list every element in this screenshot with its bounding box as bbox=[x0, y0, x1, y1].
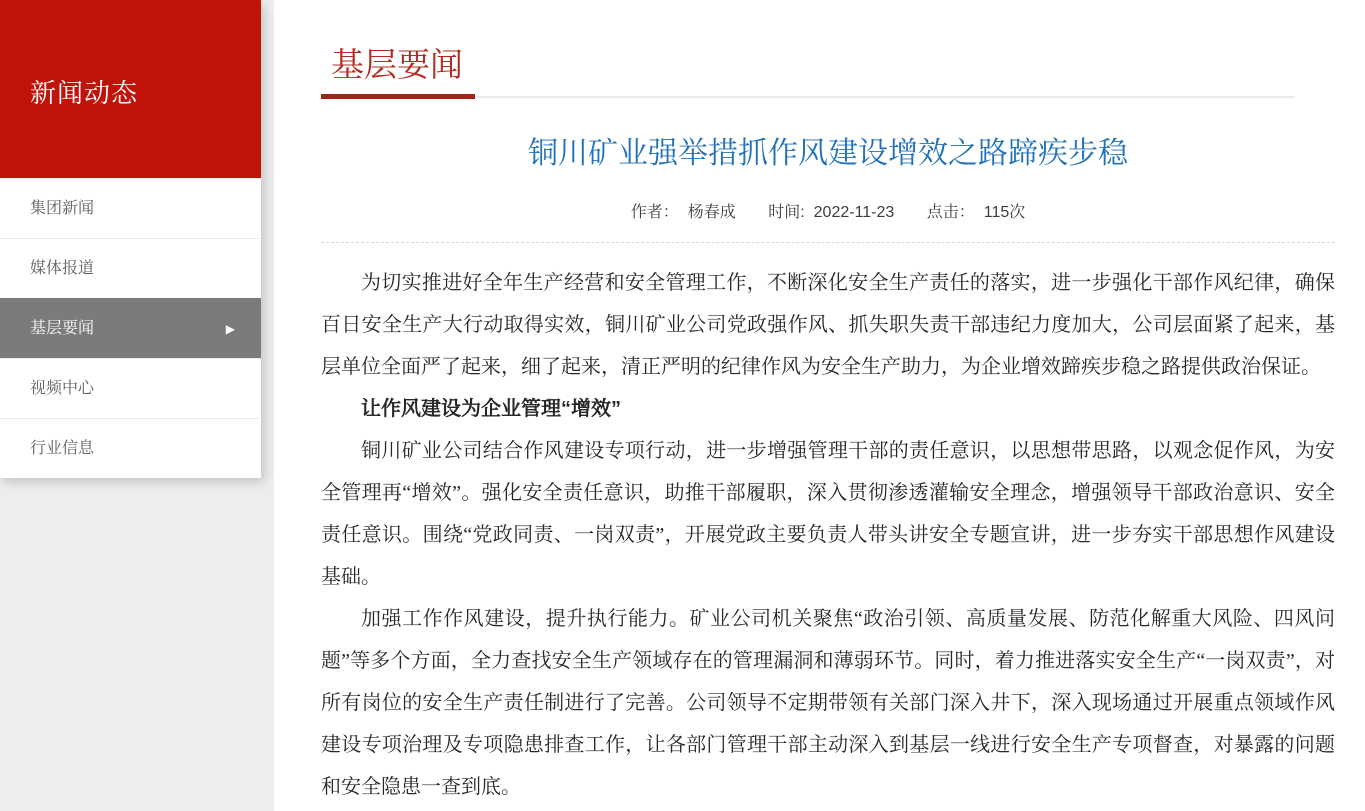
article-meta bbox=[321, 199, 1335, 222]
article bbox=[321, 133, 1335, 808]
meta-author-value: 杨春成 bbox=[687, 203, 736, 221]
sidebar-menu-item[interactable] bbox=[0, 178, 261, 238]
meta-clicks-value: 115次 bbox=[983, 203, 1026, 221]
active-arrow-icon: ▶ bbox=[225, 322, 235, 336]
meta-time-value: 2022-11-23 bbox=[813, 203, 895, 221]
sidebar-menu-item[interactable] bbox=[0, 418, 261, 478]
article-body bbox=[321, 243, 1335, 808]
sidebar-item-label: 集团新闻 bbox=[30, 200, 95, 217]
section-title: 基层要闻 bbox=[321, 45, 475, 99]
sidebar-item-label: 行业信息 bbox=[30, 440, 95, 457]
meta-time bbox=[768, 204, 894, 221]
sidebar-item-label: 基层要闻 bbox=[30, 320, 95, 337]
sidebar-menu-item[interactable] bbox=[0, 238, 261, 298]
meta-author bbox=[631, 204, 736, 221]
meta-clicks-label: 点击： bbox=[926, 203, 975, 221]
sidebar-item-label: 视频中心 bbox=[30, 380, 95, 397]
sidebar-title: 新闻动态 bbox=[30, 78, 139, 108]
article-paragraph: 为切实推进好全年生产经营和安全管理工作，不断深化安全生产责任的落实，进一步强化干部作风纪律，确保百日安全生产大行动取得实效，铜川矿业公司党政强作风、抓失职失责干部违纪力度加大，公司层面紧了起来，基层单位全面严了起来，细了起来，清正严明的纪律作风为安全生产助力，为企业增效蹄疾步稳之路提供政治保证。 bbox=[321, 271, 1335, 378]
meta-time-label: 时间: bbox=[768, 203, 805, 221]
meta-author-label: 作者： bbox=[630, 203, 679, 221]
section-header bbox=[321, 0, 1335, 99]
article-paragraph: 铜川矿业公司结合作风建设专项行动，进一步增强管理干部的责任意识，以思想带思路，以观念促作风，为安全管理再“增效”。强化安全责任意识，助推干部履职，深入贯彻渗透灌输安全理念，增强领导干部政治意识、安全责任意识。围绕“党政同责、一岗双责”，开展党政主要负责人带头讲安全专题宣讲，进一步夯实干部思想作风建设基础。 bbox=[321, 439, 1335, 588]
article-paragraph: 让作风建设为企业管理“增效” bbox=[361, 397, 621, 420]
sidebar-item-label: 媒体报道 bbox=[30, 260, 95, 277]
sidebar-menu bbox=[0, 178, 261, 478]
sidebar bbox=[0, 0, 261, 478]
sidebar-menu-item[interactable] bbox=[0, 298, 261, 358]
article-title: 铜川矿业强举措抓作风建设增效之路蹄疾步稳 bbox=[528, 136, 1128, 170]
sidebar-header bbox=[0, 0, 261, 178]
sidebar-menu-item[interactable] bbox=[0, 358, 261, 418]
main-content bbox=[274, 0, 1365, 811]
meta-clicks bbox=[927, 204, 1026, 221]
article-paragraph: 加强工作作风建设，提升执行能力。矿业公司机关聚焦“政治引领、高质量发展、防范化解重大风险、四风问题”等多个方面，全力查找安全生产领域存在的管理漏洞和薄弱环节。同时，着力推进落实安全生产“一岗双责”，对所有岗位的安全生产责任制进行了完善。公司领导不定期带领有关部门深入井下，深入现场通过开展重点领域作风建设专项治理及专项隐患排查工作，让各部门管理干部主动深入到基层一线进行安全生产专项督查，对暴露的问题和安全隐患一查到底。 bbox=[321, 607, 1335, 798]
